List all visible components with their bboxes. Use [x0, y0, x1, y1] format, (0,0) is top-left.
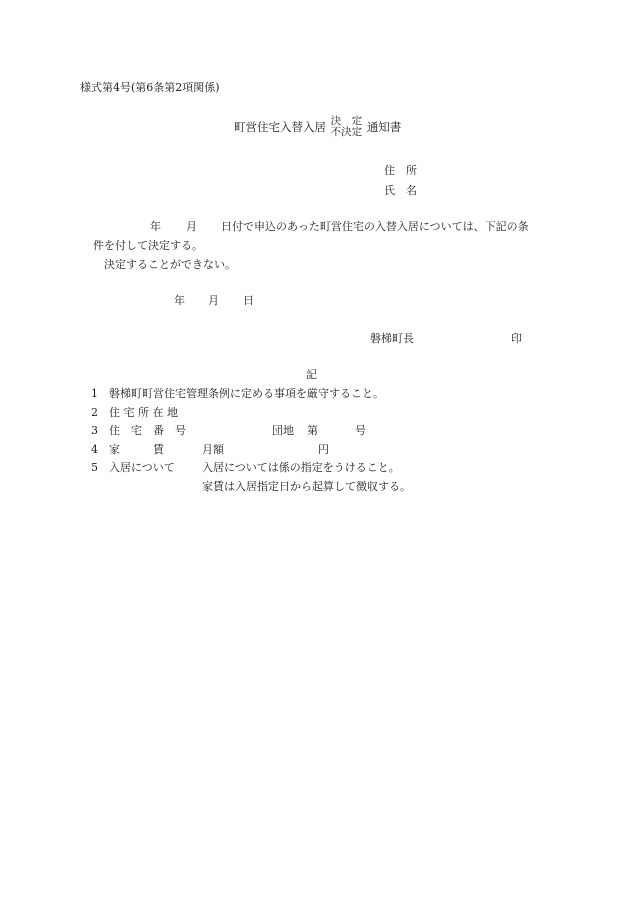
body-line3: 決定することができない。: [104, 258, 236, 271]
item-5-text1: 入居については係の指定をうけること。: [202, 461, 400, 474]
item-number: 1: [91, 387, 98, 400]
document-title: [234, 116, 401, 138]
item-2: [91, 407, 178, 418]
item-5: [91, 462, 175, 473]
item-4-yen: 円: [318, 443, 329, 456]
ki-heading: 記: [306, 368, 317, 381]
title-suffix: 通知書: [366, 120, 402, 134]
form-header: 様式第4号(第6条第2項関係): [80, 81, 220, 94]
title-option-decided: 決 定: [330, 115, 363, 127]
item-text: 住 宅 所 在 地: [109, 406, 178, 419]
item-label: 入居について: [109, 461, 175, 474]
issue-date-month: 月: [208, 294, 219, 307]
issuer-seal: 印: [511, 332, 522, 345]
item-5-text2: 家賃は入居指定日から起算して徴収する。: [202, 480, 411, 493]
item-number: 2: [91, 406, 98, 419]
item-text: 磐梯町町営住宅管理条例に定める事項を厳守すること。: [109, 387, 384, 400]
body-line1: 日付で申込のあった町営住宅の入替入居については、下記の条: [221, 220, 529, 233]
item-1: [91, 388, 384, 399]
item-3-go: 号: [355, 424, 366, 437]
title-prefix: 町営住宅入替入居: [234, 120, 326, 134]
issue-date-day: 日: [243, 294, 254, 307]
item-3-dai: 第: [307, 424, 318, 437]
item-3: [91, 425, 186, 436]
name-label: 氏 名: [384, 184, 417, 197]
item-3-danchi: 団地: [272, 424, 294, 437]
body-line2: 件を付して決定する。: [93, 239, 203, 252]
address-label: 住 所: [384, 164, 417, 177]
item-label: 家 賃: [109, 443, 164, 456]
item-4-monthly: 月額: [202, 443, 224, 456]
body-date-month: 月: [186, 220, 197, 233]
issue-date-year: 年: [174, 294, 185, 307]
issuer-title: 磐梯町長: [370, 332, 414, 345]
title-option-stack: [331, 116, 363, 138]
body-date-year: 年: [150, 220, 161, 233]
item-number: 3: [91, 424, 98, 437]
item-4: [91, 444, 164, 455]
item-label: 住 宅 番 号: [109, 424, 186, 437]
title-option-undecided: 不決定: [330, 126, 363, 138]
item-number: 4: [91, 443, 98, 456]
item-number: 5: [91, 461, 98, 474]
